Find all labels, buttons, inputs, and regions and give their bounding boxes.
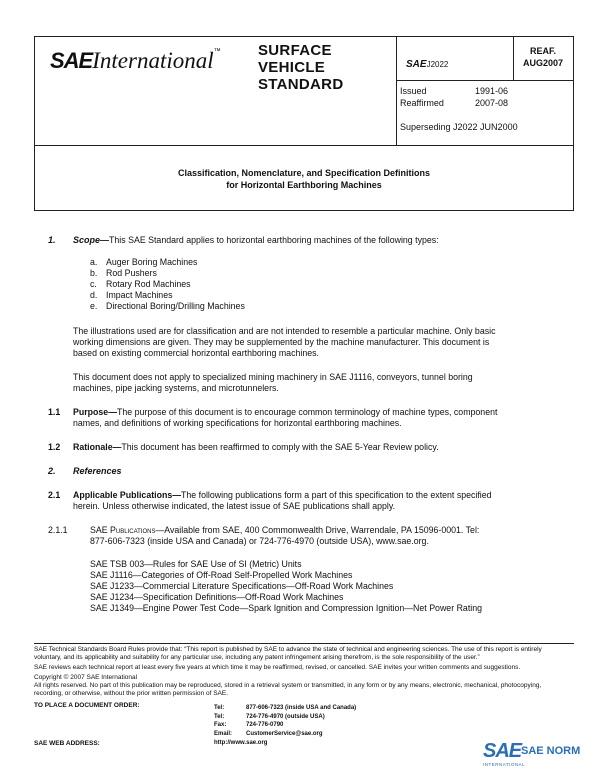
- list-text: Impact Machines: [106, 290, 173, 300]
- sae-pubs-line-2: 877-606-7323 (inside USA and Canada) or 724-776-4970 (outside USA), www.sae.org.: [90, 536, 429, 546]
- applicable-paragraph: [73, 490, 492, 512]
- standard-line-2: VEHICLE: [258, 59, 326, 76]
- reaffirmed-value: 2007-08: [475, 98, 509, 108]
- contact-label: Tel:: [214, 705, 225, 711]
- applicable-number: 2.1: [48, 490, 61, 500]
- logo-sae: SAE: [50, 48, 93, 73]
- text-line: The illustrations used are for classification and are not intended to resemble a particular machine. Only basic: [73, 326, 496, 336]
- sae-norm-brand: [483, 740, 581, 770]
- machine-type-list: [90, 257, 245, 312]
- list-text: Auger Boring Machines: [106, 257, 198, 267]
- sae-pubs-list: [90, 559, 482, 614]
- list-letter: b.: [90, 268, 98, 278]
- scope-para-1: [73, 326, 495, 359]
- reaf-line-1: REAF.: [529, 46, 556, 56]
- title-line-1: Classification, Nomenclature, and Specification Definitions: [177, 168, 431, 178]
- list-letter: d.: [90, 290, 98, 300]
- references-heading: References: [73, 466, 122, 476]
- list-letter: e.: [90, 301, 98, 311]
- applicable-line-1: The following publications form a part of this specification to the extent specified: [181, 490, 492, 500]
- logo-international: International: [92, 48, 214, 73]
- list-item: [90, 301, 245, 312]
- list-item: [90, 268, 245, 279]
- sae-pubs-paragraph: [90, 525, 479, 547]
- text-line: based on existing commercial horizontal earthboring machines.: [73, 348, 319, 358]
- order-label: TO PLACE A DOCUMENT ORDER:: [34, 702, 140, 709]
- contact-row: [214, 713, 356, 722]
- issued-label: Issued: [400, 86, 427, 96]
- standard-line-3: STANDARD: [258, 76, 344, 93]
- scope-number: 1.: [48, 235, 56, 245]
- text-line: machines, pipe jacking systems, and microtunnelers.: [73, 383, 279, 393]
- rights-line-1: All rights reserved. No part of this publication may be reproduced, stored in a retrieval system or transmitted, in any form or by any means, electronic, mechanical, photocopying,: [34, 682, 542, 689]
- scope-text: This SAE Standard applies to horizontal earthboring machines of the following types:: [109, 235, 439, 245]
- brand-norm: SAE NORM: [521, 745, 581, 757]
- contact-label: Tel:: [214, 713, 225, 720]
- references-number: 2.: [48, 466, 56, 476]
- standard-line-1: SURFACE: [258, 42, 332, 59]
- reaf-line-2: AUG2007: [522, 58, 564, 68]
- policy-line-1: SAE Technical Standards Board Rules provide that: “This report is published by SAE to advance the state of technical and engineering sciences. The use of this report is entirely: [34, 646, 542, 653]
- footer-policy: [34, 646, 579, 698]
- purpose-line-2: names, and definitions of working specifications for horizontal earthboring machines.: [73, 418, 402, 428]
- document-title: [34, 167, 574, 191]
- review-line: SAE reviews each technical report at least every five years at which time it may be reaffirmed, revised, or cancelled. SAE invites your written comments and suggestions.: [34, 664, 521, 671]
- purpose-paragraph: [73, 407, 497, 429]
- brand-sae-mark: SAE: [483, 740, 522, 762]
- policy-line-2: voluntary, and its applicability and suitability for any particular use, including any patent infringement arising therefrom, is the sole responsibility of the user.”: [34, 654, 480, 661]
- purpose-number: 1.1: [48, 407, 61, 417]
- contact-label: Fax:: [214, 722, 227, 728]
- header-divider-1: [396, 37, 397, 146]
- list-letter: a.: [90, 257, 98, 267]
- superseding: Superseding J2022 JUN2000: [400, 122, 518, 132]
- list-item: SAE TSB 003—Rules for SAE Use of SI (Metric) Units: [90, 559, 302, 569]
- scope-heading: Scope—: [73, 235, 110, 245]
- contact-row: [214, 721, 356, 730]
- purpose-line-1: The purpose of this document is to encourage common terminology of machine types, component: [117, 407, 498, 417]
- reaf-block: [514, 45, 572, 69]
- rights-line-2: recording, or otherwise, without the prior written permission of SAE.: [34, 690, 229, 697]
- doc-number: [406, 54, 448, 72]
- standard-type: [258, 42, 343, 93]
- doc-id: J2022: [426, 60, 449, 69]
- title-line-2: for Horizontal Earthboring Machines: [226, 180, 382, 190]
- sae-pubs-number: 2.1.1: [48, 525, 68, 535]
- contact-value: 877-606-7323 (inside USA and Canada): [246, 705, 357, 711]
- copyright-line: Copyright © 2007 SAE International: [34, 674, 138, 681]
- applicable-line-2: herein. Unless otherwise indicated, the latest issue of SAE publications shall apply.: [73, 501, 396, 511]
- web-address[interactable]: http://www.sae.org: [214, 740, 268, 746]
- sae-pubs-heading: SAE Publications: [90, 525, 156, 535]
- web-label: SAE WEB ADDRESS:: [34, 740, 100, 747]
- purpose-heading: Purpose—: [73, 407, 117, 417]
- rationale-number: 1.2: [48, 442, 61, 452]
- list-item: SAE J1233—Commercial Literature Specifications—Off-Road Work Machines: [90, 581, 394, 591]
- list-letter: c.: [90, 279, 97, 289]
- scope-paragraph: [73, 235, 439, 246]
- footer-rule: [34, 643, 574, 644]
- contact-value: CustomerService@sae.org: [246, 730, 323, 737]
- contact-value: 724-776-0790: [246, 722, 284, 728]
- applicable-heading: Applicable Publications—: [73, 490, 182, 500]
- rationale-heading: Rationale—: [73, 442, 122, 452]
- list-item: SAE J1234—Specification Definitions—Off-Road Work Machines: [90, 592, 344, 602]
- list-item: SAE J1116—Categories of Off-Road Self-Propelled Work Machines: [90, 570, 353, 580]
- list-item: [90, 257, 245, 268]
- doc-sae: SAE: [406, 59, 427, 70]
- brand-sub: INTERNATIONAL: [483, 762, 526, 767]
- contact-row: [214, 730, 356, 739]
- sae-pubs-line-1: —Available from SAE, 400 Commonwealth Drive, Warrendale, PA 15096-0001. Tel:: [155, 525, 480, 535]
- list-text: Directional Boring/Drilling Machines: [106, 301, 245, 311]
- sae-international-logo: [50, 48, 221, 74]
- list-item: [90, 279, 245, 290]
- text-line: working dimensions are given. They may be supplemented by the machine manufacturer. This document is: [73, 337, 490, 347]
- list-text: Rod Pushers: [106, 268, 157, 278]
- contact-value: 724-776-4970 (outside USA): [246, 713, 325, 720]
- issued-value: 1991-06: [475, 86, 509, 96]
- contact-row: [214, 704, 356, 713]
- contact-block: [214, 704, 356, 738]
- title-box-bottom: [34, 210, 574, 211]
- text-line: This document does not apply to specialized mining machinery in SAE J1116, conveyors, tunnel boring: [73, 372, 473, 382]
- rationale-paragraph: [73, 442, 439, 453]
- list-item: [90, 290, 245, 301]
- header-rule: [396, 80, 574, 81]
- contact-label: Email:: [214, 730, 233, 737]
- list-item: SAE J1349—Engine Power Test Code—Spark Ignition and Compression Ignition—Net Power Rating: [90, 603, 482, 613]
- scope-para-2: [73, 372, 473, 394]
- logo-tm: ™: [213, 48, 221, 55]
- rationale-text: This document has been reaffirmed to comply with the SAE 5-Year Review policy.: [121, 442, 439, 452]
- reaffirmed-label: Reaffirmed: [400, 98, 444, 108]
- list-text: Rotary Rod Machines: [106, 279, 191, 289]
